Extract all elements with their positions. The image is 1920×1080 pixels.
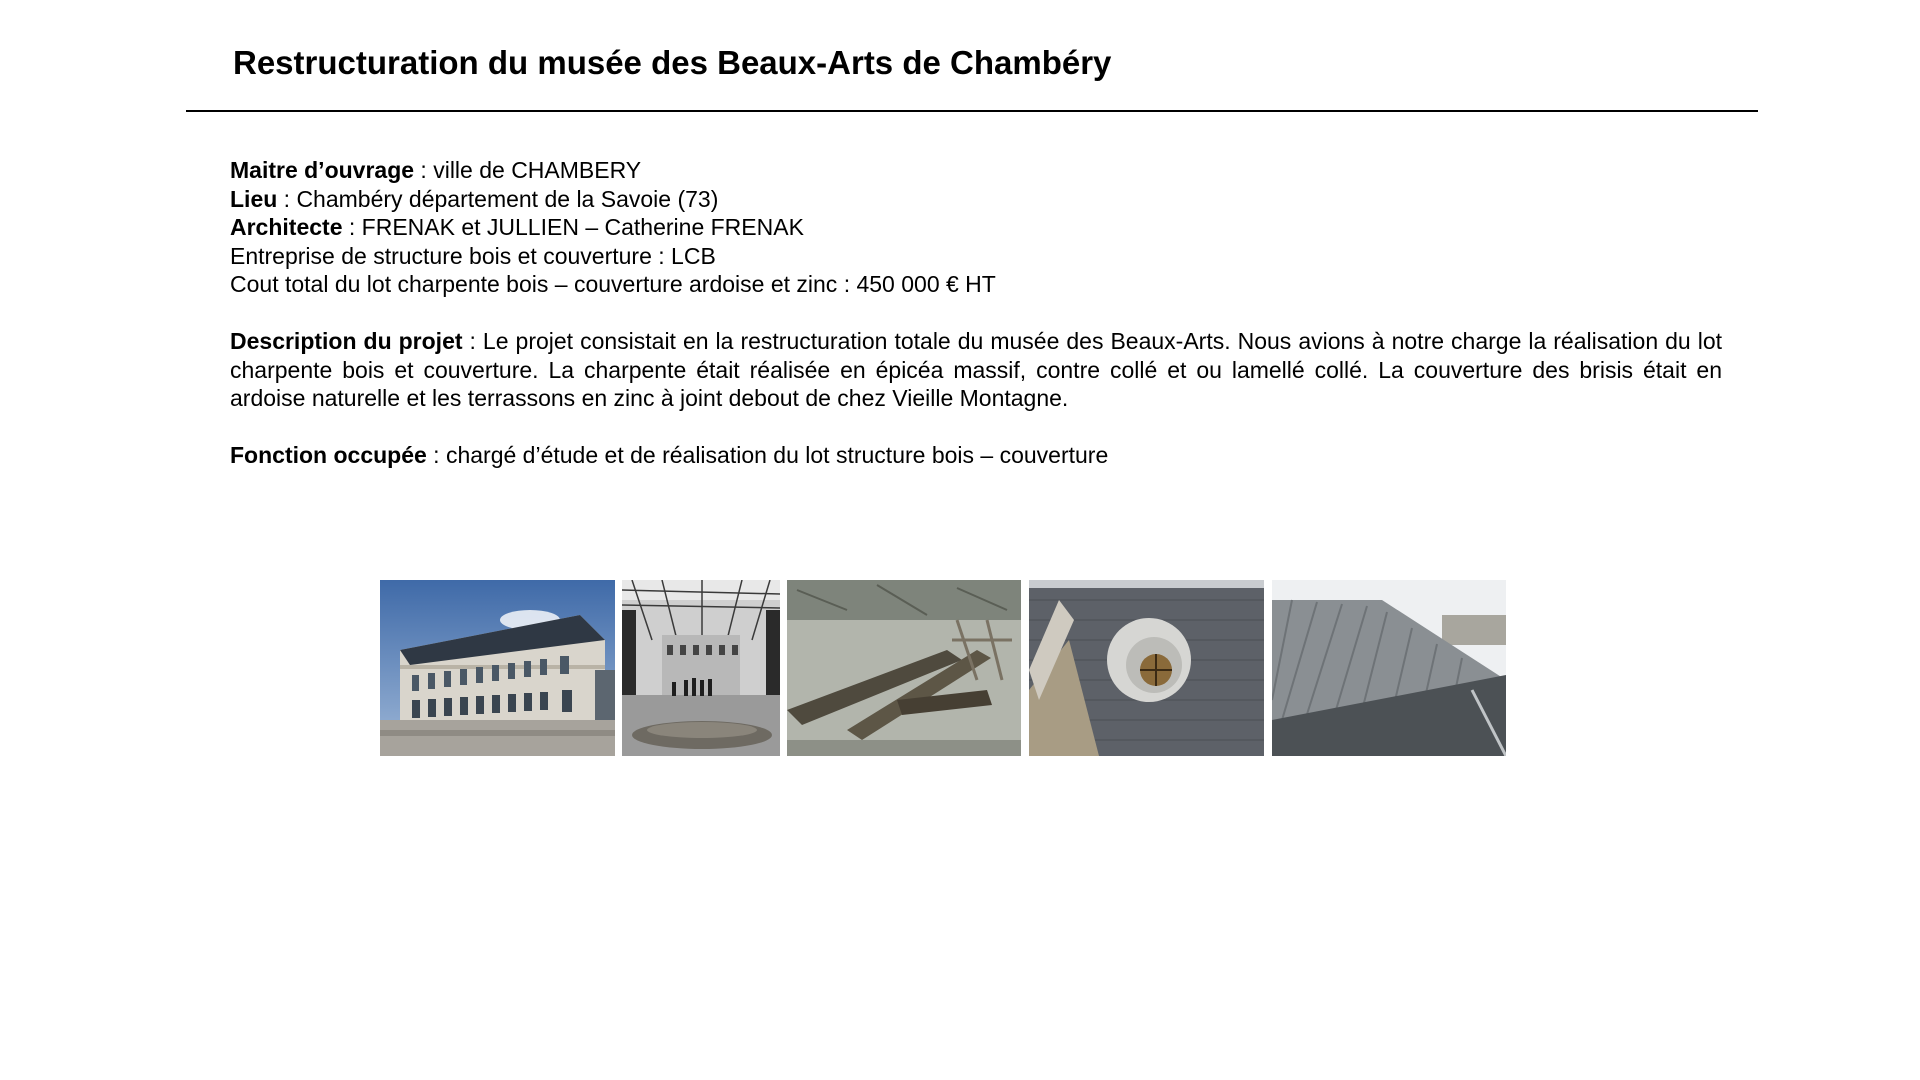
- architecte-line: [230, 213, 1722, 242]
- lieu-value: : Chambéry département de la Savoie (73): [277, 185, 719, 212]
- cout-line: Cout total du lot charpente bois – couverture ardoise et zinc : 450 000 € HT: [230, 271, 996, 297]
- title-divider: [186, 110, 1758, 112]
- fonction-text: : chargé d’étude et de réalisation du lot structure bois – couverture: [426, 442, 1109, 468]
- entreprise-line: Entreprise de structure bois et couverture : LCB: [230, 242, 716, 269]
- museum-facade-photo: [380, 580, 615, 756]
- interior-demolition-photo: [622, 580, 780, 756]
- lieu-label: Lieu: [230, 185, 278, 212]
- maitre-ouvrage-line: [230, 156, 1722, 185]
- fonction-label: Fonction occupée: [230, 442, 427, 468]
- fonction-line: [230, 441, 1722, 470]
- architecte-value: : FRENAK et JULLIEN – Catherine FRENAK: [342, 214, 804, 240]
- maitre-ouvrage-value: : ville de CHAMBERY: [414, 157, 642, 183]
- lieu-line: [230, 185, 1722, 214]
- description-label: Description du projet: [230, 328, 463, 354]
- slate-dormer-window-photo: [1029, 580, 1264, 756]
- description-paragraph: [230, 327, 1722, 413]
- photo-strip: [0, 580, 1920, 756]
- description-text: : Le projet consistait en la restructuration totale du musée des Beaux-Arts. Nous avions à notre charge la réalisation du lot charpente bois et couverture. La charpente était réalisée en épicéa massif, contre collé et ou lamellé collé. La couverture des brisis était en ardoise naturelle et les terrassons en zinc à joint debout de chez Vieille Montagne.: [230, 328, 1722, 411]
- timber-beams-photo: [787, 580, 1021, 756]
- maitre-ouvrage-label: Maitre d’ouvrage: [230, 157, 415, 183]
- page-title: Restructuration du musée des Beaux-Arts de Chambéry: [233, 44, 1112, 81]
- zinc-roof-photo: [1272, 580, 1506, 756]
- architecte-label: Architecte: [230, 214, 343, 240]
- project-info: [230, 156, 1722, 470]
